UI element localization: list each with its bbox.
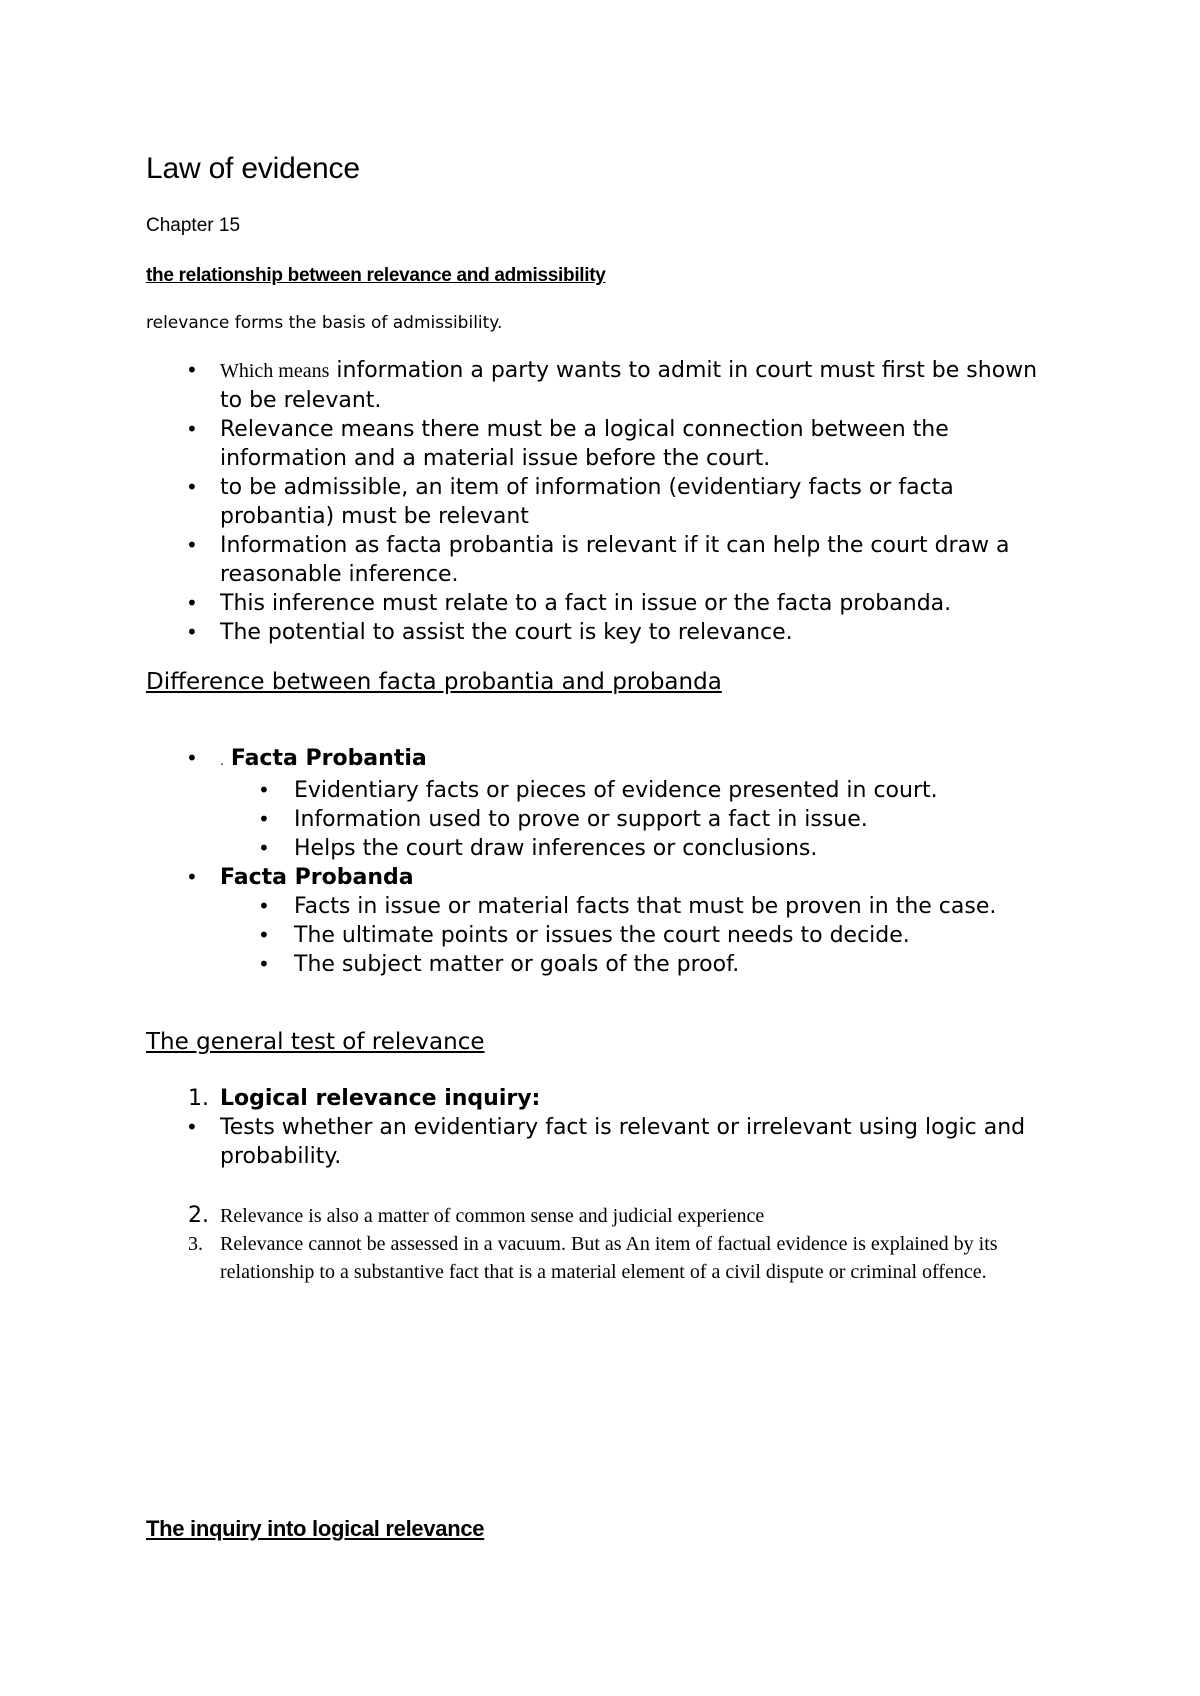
list-item bbox=[146, 1084, 1066, 1113]
section-intro: relevance forms the basis of admissibility. bbox=[146, 313, 503, 333]
list-item-label: Logical relevance inquiry: bbox=[220, 1086, 541, 1111]
general-test-list-1 bbox=[146, 1084, 1066, 1113]
list-item-lead: Which means bbox=[220, 360, 330, 382]
list-item-text: Information as facta probantia is relevant if it can help the court draw a reasonable inference. bbox=[220, 533, 1010, 587]
list-item bbox=[146, 1202, 1066, 1230]
chapter-label: Chapter 15 bbox=[146, 215, 241, 236]
list-item: • Evidentiary facts or pieces of evidence presented in court. bbox=[220, 776, 1066, 805]
facta-probantia-sublist bbox=[220, 776, 1066, 863]
list-number: 3. bbox=[188, 1233, 203, 1255]
list-item: • The subject matter or goals of the proof. bbox=[220, 950, 1066, 979]
list-item-text: The potential to assist the court is key to relevance. bbox=[220, 620, 793, 645]
list-item bbox=[146, 1230, 1066, 1286]
list-item: • Information used to prove or support a fact in issue. bbox=[220, 805, 1066, 834]
list-item-facta-probanda bbox=[146, 863, 1066, 979]
list-item: • The ultimate points or issues the court needs to decide. bbox=[220, 921, 1066, 950]
list-item-text: Relevance cannot be assessed in a vacuum. But as An item of factual evidence is explained by its relationship to a substantive fact that is a material element of a civil dispute or criminal offence. bbox=[220, 1233, 998, 1283]
list-number: 1. bbox=[188, 1086, 209, 1111]
list-item-text: to be admissible, an item of information (evidentiary facts or facta probantia) must be relevant bbox=[220, 475, 954, 529]
list-item: • Facts in issue or material facts that must be proven in the case. bbox=[220, 892, 1066, 921]
document-title: Law of evidence bbox=[146, 152, 360, 185]
list-item bbox=[146, 356, 1066, 415]
list-item-text: This inference must relate to a fact in issue or the facta probanda. bbox=[220, 591, 952, 616]
facta-probanda-sublist bbox=[220, 892, 1066, 979]
relevance-bullet-list bbox=[146, 356, 1066, 647]
list-item: • Helps the court draw inferences or conclusions. bbox=[220, 834, 1066, 863]
section-heading-relevance-admissibility: the relationship between relevance and admissibility bbox=[146, 265, 606, 286]
list-item-text: information a party wants to admit in court must first be shown to be relevant. bbox=[220, 358, 1038, 413]
section-heading-logical-relevance: The inquiry into logical relevance bbox=[146, 1516, 485, 1541]
section-heading-general-test: The general test of relevance bbox=[146, 1029, 485, 1055]
section-heading-facta-difference: Difference between facta probantia and probanda bbox=[146, 669, 722, 695]
list-item-label: Facta Probantia bbox=[230, 746, 427, 771]
logical-relevance-bullets bbox=[146, 1113, 1066, 1171]
list-item: • Tests whether an evidentiary fact is relevant or irrelevant using logic and probability. bbox=[146, 1113, 1066, 1171]
list-number: 2. bbox=[188, 1203, 209, 1228]
list-item bbox=[146, 415, 1066, 473]
list-item-text: Relevance is also a matter of common sense and judicial experience bbox=[220, 1205, 765, 1227]
list-item bbox=[146, 531, 1066, 589]
list-item bbox=[146, 618, 1066, 647]
facta-bullet-list bbox=[146, 744, 1066, 979]
list-item bbox=[146, 473, 1066, 531]
list-item-facta-probantia bbox=[146, 744, 1066, 863]
list-item-prefix: . bbox=[220, 754, 224, 768]
list-item-text: Relevance means there must be a logical connection between the information and a material issue before the court. bbox=[220, 417, 949, 471]
general-test-list-2 bbox=[146, 1202, 1066, 1286]
list-item-label: Facta Probanda bbox=[220, 865, 414, 890]
list-item bbox=[146, 589, 1066, 618]
